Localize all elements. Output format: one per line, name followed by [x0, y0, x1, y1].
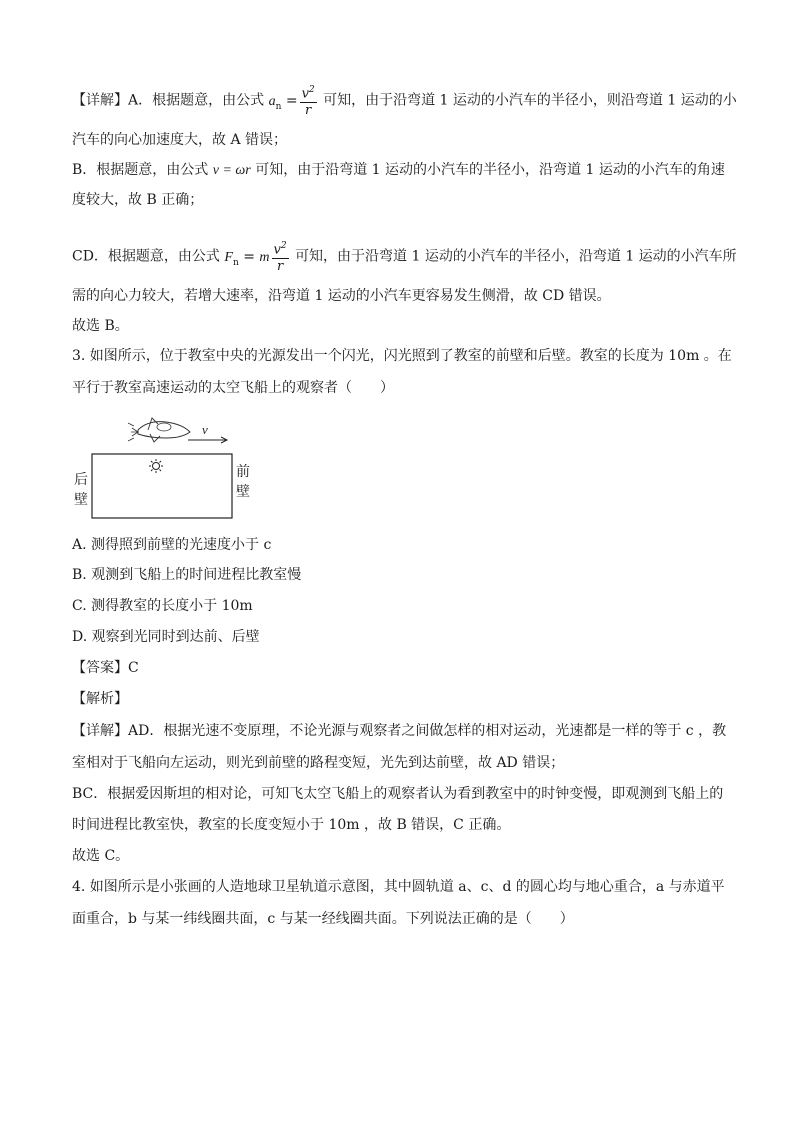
q3-figure	[70, 410, 270, 530]
formula-centripetal-force: $F_n = m$ $\frac{v^2}{r}$	[224, 249, 290, 265]
q2-line5: CD．根据题意，由公式 $F_n = m$ $\frac{v^2}{r}$ 可知，由于沿弯道 1 运动的小汽车的半径小，沿弯道 1 运动的小汽车所	[72, 238, 737, 275]
back-wall-label: 后 壁	[74, 472, 88, 508]
velocity-label: v	[202, 422, 208, 437]
classroom-rectangle	[92, 454, 232, 518]
q2-line3: B．根据题意，由公式 v = ωr 可知，由于沿弯道 1 运动的小汽车的半径小，沿弯道 1 运动的小汽车的角速	[72, 162, 725, 178]
spaceship-icon	[128, 418, 190, 442]
q3-stem-line1: 3. 如图所示，位于教室中央的光源发出一个闪光，闪光照到了教室的前壁和后壁。教室的长度为 10m 。在	[72, 348, 732, 364]
q3-option-d: D. 观察到光同时到达前、后壁	[72, 629, 260, 645]
q4-stem-line1: 4. 如图所示是小张画的人造地球卫星轨道示意图，其中圆轨道 a、c、d 的圆心均与地心重合，a 与赤道平	[72, 879, 725, 895]
q3-analysis-heading: 【解析】	[72, 691, 128, 707]
q2-line6: 需的向心力较大，若增大速率，沿弯道 1 运动的小汽车更容易发生侧滑，故 CD 错误。	[72, 288, 611, 304]
q2-line1: 【详解】A．根据题意，由公式 $a_n$ = $\frac{v^2}{r}$ 可知，由于沿弯道 1 运动的小汽车的半径小，则沿弯道 1 运动的小	[72, 82, 737, 119]
q3-option-a: A. 测得照到前壁的光速度小于 c	[72, 537, 272, 553]
q3-stem-line2: 平行于教室高速运动的太空飞船上的观察者（ ）	[72, 380, 394, 396]
q3-answer: 【答案】C	[72, 660, 139, 676]
light-source-icon	[149, 459, 163, 473]
q3-conclusion: 故选 C。	[72, 848, 130, 864]
q4-stem-line2: 面重合，b 与某一纬线圈共面，c 与某一经线圈共面。下列说法正确的是（ ）	[72, 911, 574, 927]
formula-centripetal-acceleration: $a_n$ = $\frac{v^2}{r}$	[269, 93, 319, 109]
formula-angular-velocity: v = ωr	[212, 163, 251, 178]
q3-detail-line1: 【详解】AD．根据光速不变原理，不论光源与观察者之间做怎样的相对运动，光速都是一样的等于 c ，教	[72, 723, 727, 739]
q3-detail-line4: 时间进程比教室快，教室的长度变短小于 10m ，故 B 错误，C 正确。	[72, 817, 511, 833]
q2-conclusion: 故选 B。	[72, 318, 129, 334]
q3-option-b: B. 观测到飞船上的时间进程比教室慢	[72, 567, 302, 583]
q2-line4: 度较大，故 B 正确；	[72, 192, 204, 208]
q3-option-c: C. 测得教室的长度小于 10m	[72, 598, 253, 614]
front-wall-label: 前 壁	[236, 464, 250, 500]
q2-line2: 汽车的向心加速度大，故 A 错误；	[72, 132, 288, 148]
q3-detail-line3: BC．根据爱因斯坦的相对论，可知飞太空飞船上的观察者认为看到教室中的时钟变慢，即观测到飞船上的	[72, 786, 724, 802]
q3-detail-line2: 室相对于飞船向左运动，则光到前壁的路程变短，光先到达前壁，故 AD 错误；	[72, 755, 565, 771]
